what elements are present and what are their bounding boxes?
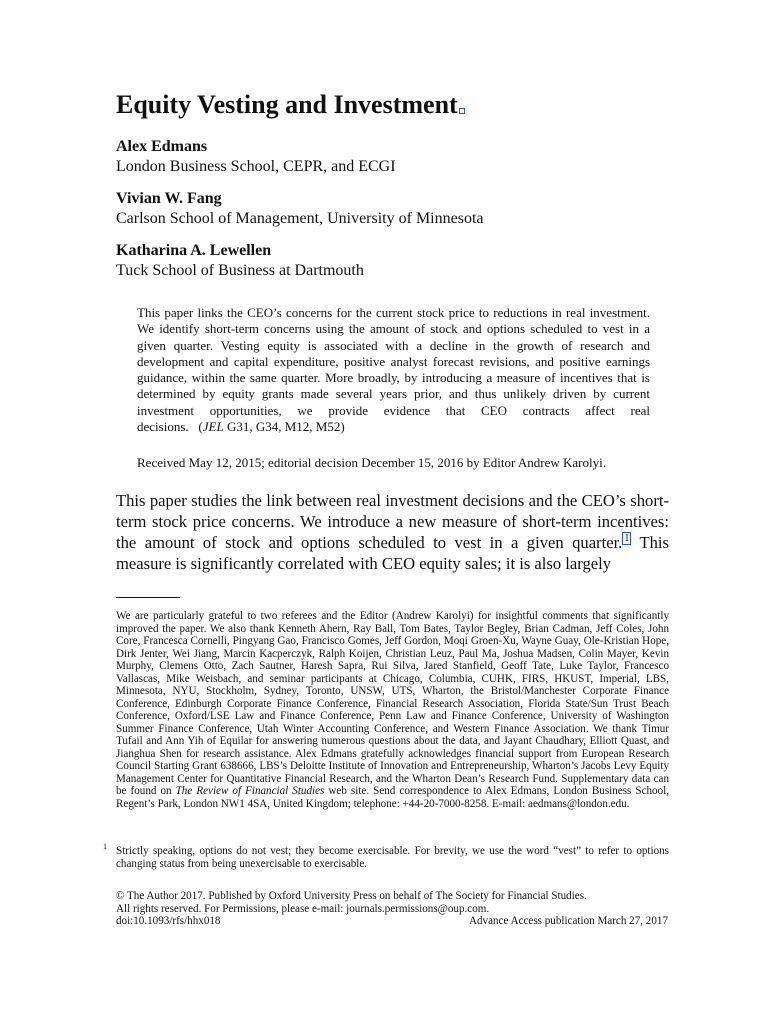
abstract: This paper links the CEO’s concerns for the current stock price to reductions in real investment. We identify short-term concerns using the amount of stock and options scheduled to vest in a given quarter. Vesting equity is associated with a decline in the growth of research and development and capital expenditure, positive analyst forecast revisions, and positive earnings guidance, within the same quarter. More broadly, by introducing a measure of incentives that is determined by equity grants made several years prior, and thus unlikely driven by current investment opportunities, we provide evidence that CEO contracts affect real decisions. (JEL G31, G34, M12, M52): [137, 305, 650, 435]
title-link-marker-icon[interactable]: [459, 108, 465, 114]
acknowledgement-footnote: [116, 610, 669, 810]
author-affiliation-2: Carlson School of Management, University of Minnesota: [116, 210, 484, 227]
footnote-1-marker: 1: [103, 842, 107, 851]
author-affiliation-3: Tuck School of Business at Dartmouth: [116, 262, 364, 279]
acknowledgement-text-2: web site. Send correspondence to Alex Edmans, London Business School, Regent’s Park, London NW1 4SA, United Kingdom; telephone: +44-20-7000-8258. E-mail: aedmans@london.edu.: [116, 785, 669, 810]
journal-name: The Review of Financial Studies: [175, 785, 325, 797]
paper-title: [116, 90, 465, 120]
author-name-1: Alex Edmans: [116, 138, 208, 155]
rights-line: All rights reserved. For Permissions, please e-mail: journals.permissions@oup.com.: [116, 903, 490, 915]
intro-text-before-ref: This paper studies the link between real investment decisions and the CEO’s short-term stock price concerns. We introduce a new measure of short-term incentives: the amount of stock and options scheduled to vest in a given quarter.: [116, 491, 669, 552]
doi-line: doi:10.1093/rfs/hhx018: [116, 915, 221, 927]
author-name-2: Vivian W. Fang: [116, 190, 222, 207]
intro-paragraph: [116, 490, 669, 574]
author-name-3: Katharina A. Lewellen: [116, 242, 272, 259]
author-affiliation-1: London Business School, CEPR, and ECGI: [116, 158, 396, 175]
footnote-rule: [116, 597, 180, 598]
acknowledgement-text-1: We are particularly grateful to two referees and the Editor (Andrew Karolyi) for insightful comments that significantly improved the paper. We also thank Kenneth Ahern, Ray Ball, Tom Bates, Taylor Begley, Brian Cadman, Jeff Coles, John Core, Francesca Cornelli, Pingyang Gao, Francisco Gomes, Jeff Gordon, Moqi Groen-Xu, Wayne Guay, Ole-Kristian Hope, Dirk Jenter, Wei Jiang, Marcin Kacperczyk, Ralph Koijen, Christian Leuz, Paul Ma, Joshua Madsen, Colin Mayer, Kevin Murphy, Clemens Otto, Zach Sautner, Haresh Sapra, Rui Silva, Jared Stanfield, Geoff Tate, Luke Taylor, Francesco Vallascas, Mike Weisbach, and seminar participants at Chicago, Columbia, CUHK, FIRS, HKUST, Imperial, LBS, Minnesota, NYU, Stockholm, Sydney, Toronto, UNSW, UTS, Wharton, the Bristol/Manchester Corporate Finance Conference, Edinburgh Corporate Finance Conference, Financial Research Association, Florida State/Sun Trust Beach Conference, Oxford/LSE Law and Finance Conference, Penn Law and Finance Conference, University of Washington Summer Finance Conference, Utah Winter Accounting Conference, and Western Finance Association. We thank Timur Tufail and Ann Yih of Equilar for answering numerous questions about the data, and Jayant Chaudhary, Elliott Quast, and Jianghua Shen for research assistance. Alex Edmans gratefully acknowledges financial support from European Research Council Starting Grant 638666, LBS’s Deloitte Institute of Innovation and Entrepreneurship, Wharton’s Jacobs Levy Equity Management Center for Quantitative Financial Research, and the Wharton Dean’s Research Fund. Supplementary data can be found on: [116, 610, 669, 797]
jel-codes: G31, G34, M12, M52): [226, 419, 345, 435]
abstract-text: This paper links the CEO’s concerns for the current stock price to reductions in real investment. We identify short-term concerns using the amount of stock and options scheduled to vest in a given quarter. Vesting equity is associated with a decline in the growth of research and development and capital expenditure, positive analyst forecast revisions, and positive earnings guidance, within the same quarter. More broadly, by introducing a measure of incentives that is determined by equity grants made several years prior, and thus unlikely driven by current investment opportunities, we provide evidence that CEO contracts affect real decisions.: [137, 305, 650, 435]
advance-access-line: Advance Access publication March 27, 2017: [468, 915, 668, 927]
paper-title-text: Equity Vesting and Investment: [116, 90, 458, 119]
footnote-1: Strictly speaking, options do not vest; they become exercisable. For brevity, we use the word “vest” to refer to options changing status from being unexercisable to exercisable.: [116, 845, 669, 870]
footnote-ref-link[interactable]: 1: [624, 533, 630, 545]
copyright-line: © The Author 2017. Published by Oxford University Press on behalf of The Society for Financial Studies.: [116, 890, 587, 902]
jel-label: JEL: [202, 419, 224, 435]
received-line: Received May 12, 2015; editorial decision December 15, 2016 by Editor Andrew Karolyi.: [137, 455, 606, 470]
intro-text-after-ref: This measure is significantly correlated with CEO equity sales; it is also largely: [116, 533, 669, 573]
